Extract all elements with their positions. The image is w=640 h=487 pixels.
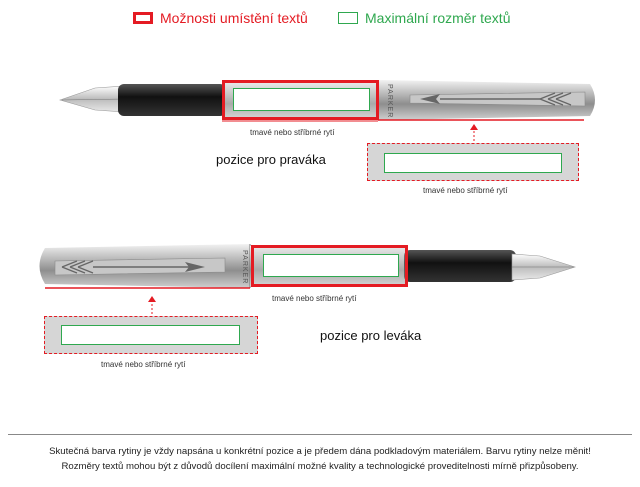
pen-grip-left: [404, 250, 516, 282]
footer-divider: [8, 434, 632, 435]
right-clip-max-text-area: [384, 153, 562, 173]
legend-green-label: Maximální rozměr textů: [365, 10, 511, 26]
left-handed-title: pozice pro leváka: [320, 328, 422, 343]
pen-grip-right: [118, 84, 226, 116]
right-barrel-max-text-area: [233, 88, 370, 111]
pen-brand-right: PARKER: [386, 84, 393, 119]
legend-red-label: Možnosti umístění textů: [160, 10, 308, 26]
right-handed-title: pozice pro praváka: [216, 152, 326, 167]
footer-note-line1: Skutečná barva rytiny je vždy napsána u konkrétní pozice a je předem dána podkladovým materiálem. Barvu rytiny nelze měnit!: [49, 446, 591, 457]
right-clip-caption: tmavé nebo stříbrné rytí: [423, 186, 508, 195]
left-barrel-max-text-area: [263, 254, 399, 277]
left-clip-caption: tmavé nebo stříbrné rytí: [101, 360, 186, 369]
footer-note-line2: Rozměry textů mohou být z důvodů docílení maximální možné kvality a technologické proveditelnosti mírně přizpůsobeny.: [61, 461, 579, 472]
left-barrel-caption: tmavé nebo stříbrné rytí: [272, 294, 357, 303]
pen-brand-left: PARKER: [241, 250, 248, 285]
right-barrel-caption: tmavé nebo stříbrné rytí: [250, 128, 335, 137]
left-clip-max-text-area: [61, 325, 240, 345]
